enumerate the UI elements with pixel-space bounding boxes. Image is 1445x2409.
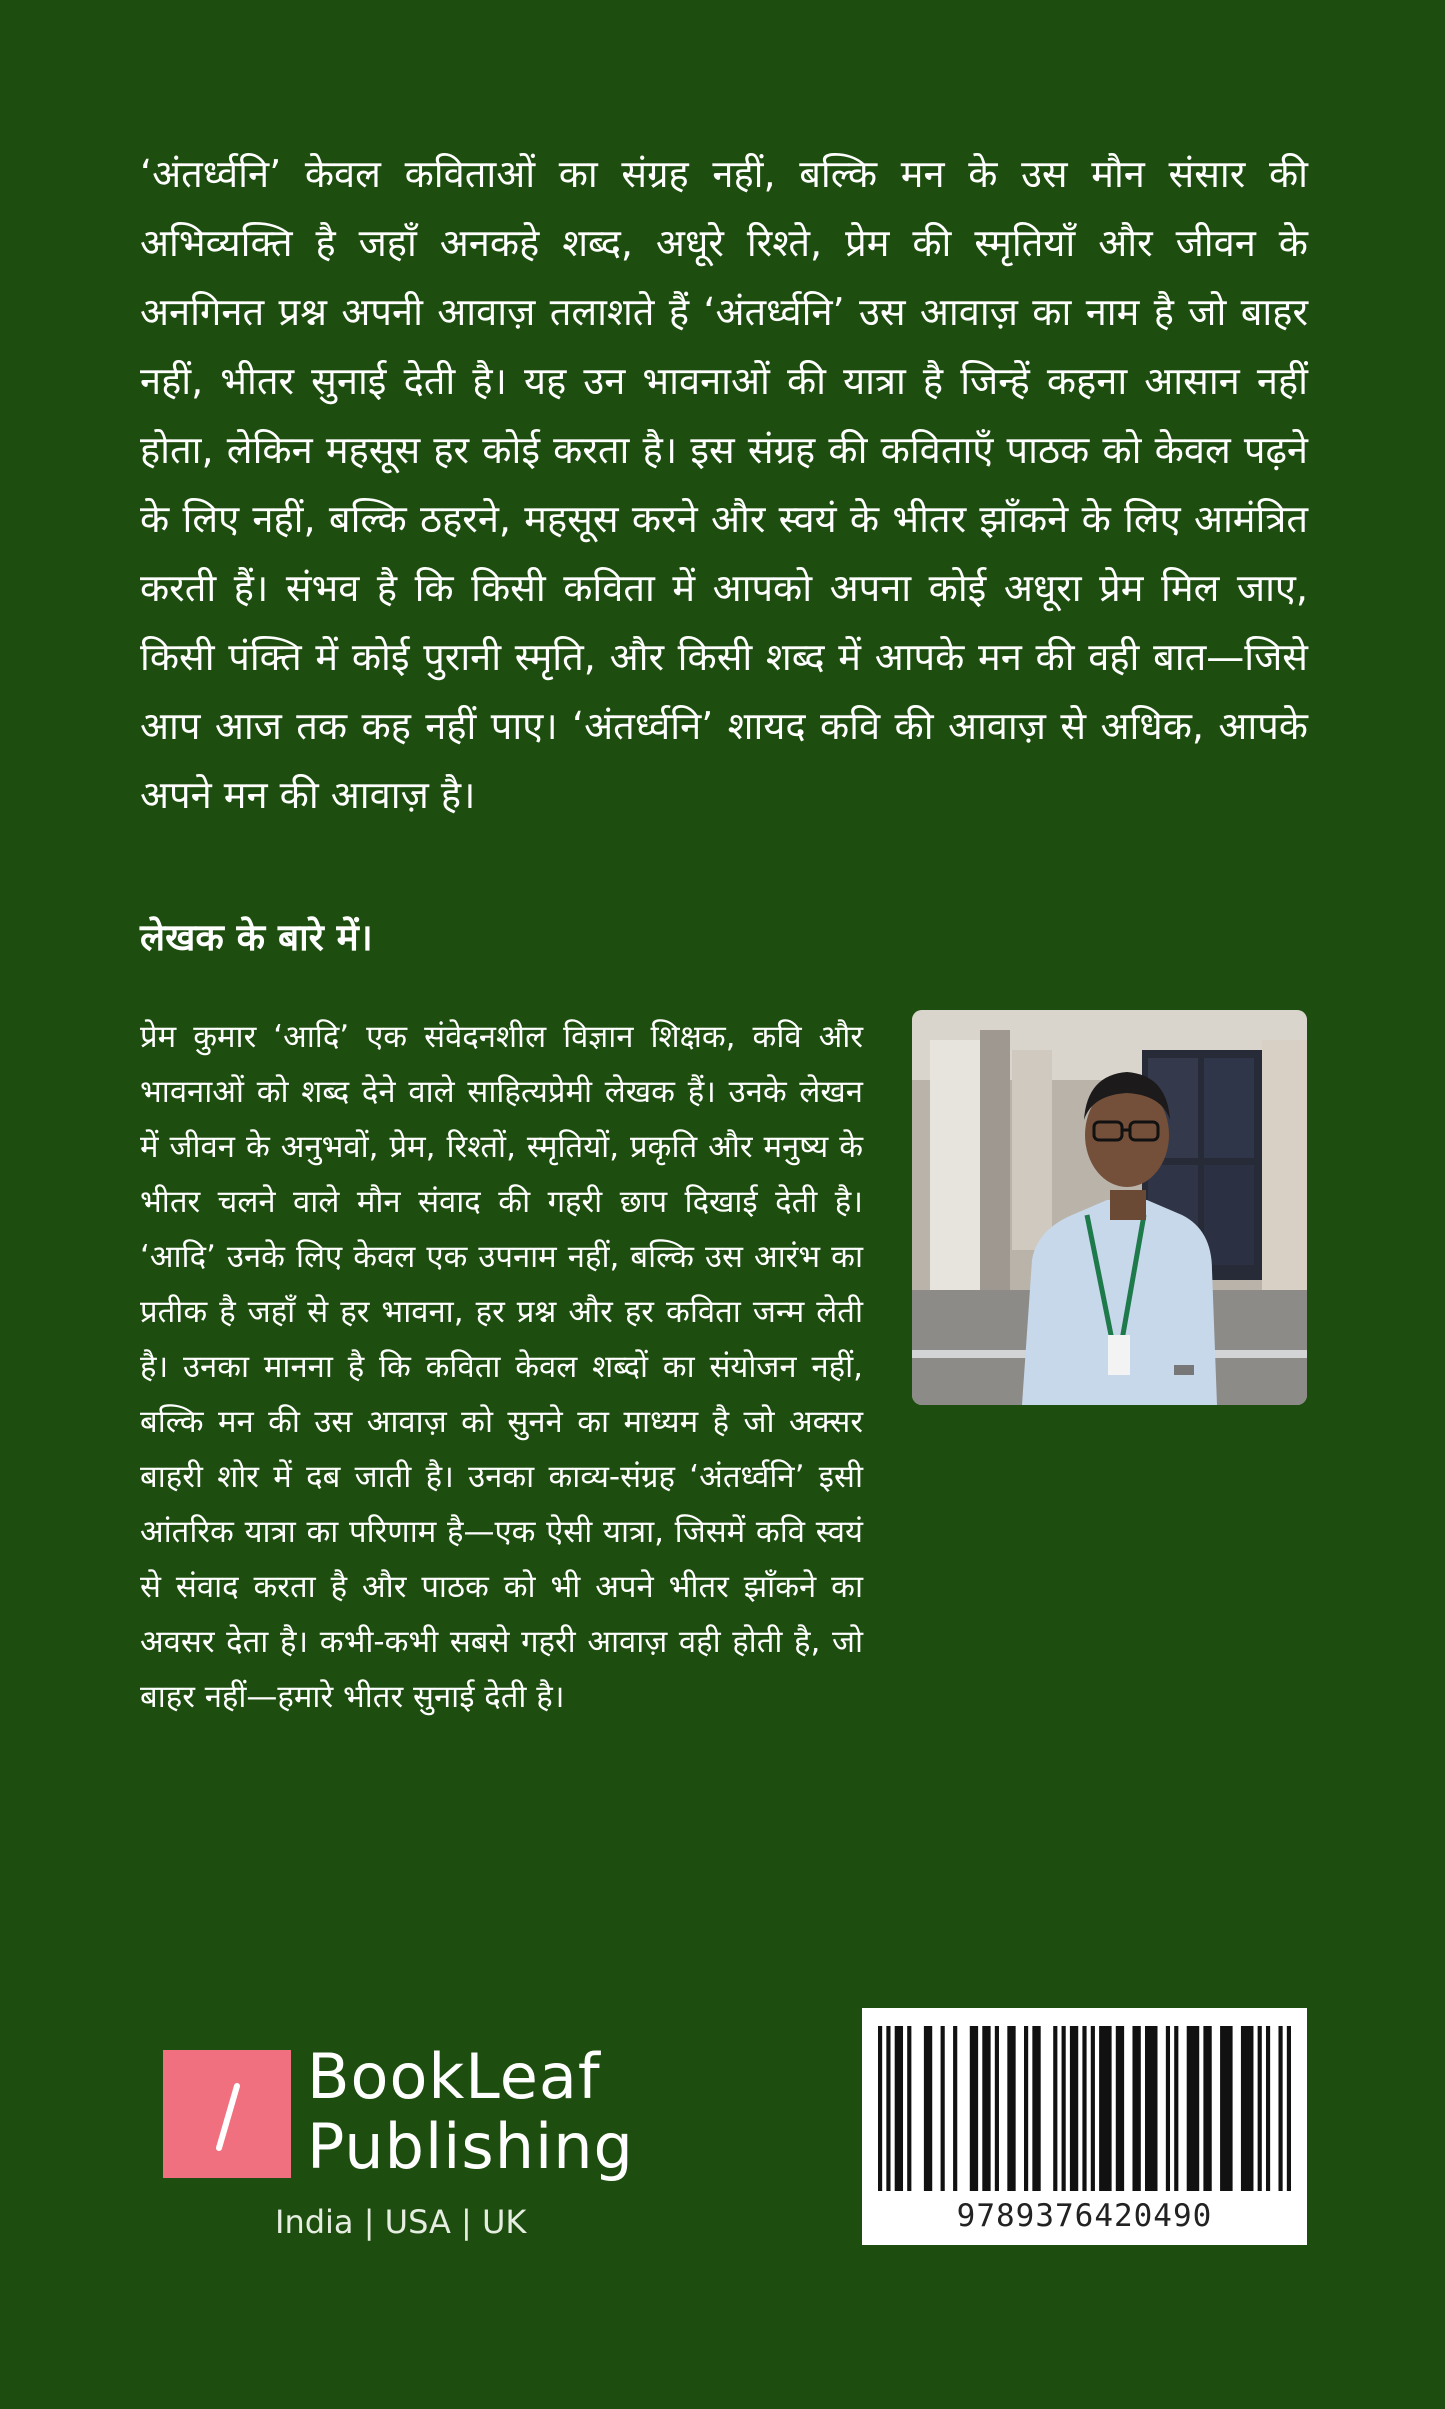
barcode-bar (886, 2026, 890, 2191)
back-cover-blurb: ‘अंतर्ध्वनि’ केवल कविताओं का संग्रह नहीं, बल्कि मन के उस मौन संसार की अभिव्यक्ति है जहाँ अनकहे शब्द, अधूरे रिश्ते, प्रेम की स्मृतियाँ और जीवन के अनगिनत प्रश्न अपनी आवाज़ तलाशते हैं ‘अंतर्ध्वनि’ उस आवाज़ का नाम है जो बाहर नहीं, भीतर सुनाई देती है। यह उन भावनाओं की यात्रा है जिन्हें कहना आसान नहीं होता, लेकिन महसूस हर कोई करता है। इस संग्रह की कविताएँ पाठक को केवल पढ़ने के लिए नहीं, बल्कि ठहरने, महसूस करने और स्वयं के भीतर झाँकने के लिए आमंत्रित करती हैं। संभव है कि किसी कविता में आपको अपना कोई अधूरा प्रेम मिल जाए, किसी पंक्ति में कोई पुरानी स्मृति, और किसी शब्द में आपके मन की वही बात—जिसे आप आज तक कह नहीं पाए। ‘अंतर्ध्वनि’ शायद कवि की आवाज़ से अधिक, आपके अपने मन की आवाज़ है। (140, 152, 1308, 817)
barcode-bar (1070, 2026, 1078, 2191)
barcode-bar (1258, 2026, 1262, 2191)
barcode-bar (1099, 2026, 1112, 2191)
barcode-bar (1082, 2026, 1086, 2191)
barcode-graphic (878, 2026, 1291, 2191)
barcode-bar (1091, 2026, 1095, 2191)
barcode-bar (1174, 2026, 1178, 2191)
barcode-bar (1203, 2026, 1211, 2191)
publisher-regions: India | USA | UK (275, 2203, 527, 2241)
barcode-bar (1241, 2026, 1254, 2191)
barcode-bar (1132, 2026, 1140, 2191)
isbn-barcode (862, 2008, 1307, 2245)
barcode-bar (941, 2026, 945, 2191)
barcode-bar (1145, 2026, 1158, 2191)
barcode-bar (995, 2026, 999, 2191)
author-bio: प्रेम कुमार ‘आदि’ एक संवेदनशील विज्ञान शिक्षक, कवि और भावनाओं को शब्द देने वाले साहित्यप्रेमी लेखक हैं। उनके लेखन में जीवन के अनुभवों, प्रेम, रिश्तों, स्मृतियों, प्रकृति और मनुष्य के भीतर चलने वाले मौन संवाद की गहरी छाप दिखाई देती है। ‘आदि’ उनके लिए केवल एक उपनाम नहीं, बल्कि उस आरंभ का प्रतीक है जहाँ से हर भावना, हर प्रश्न और हर कविता जन्म लेती है। उनका मानना है कि कविता केवल शब्दों का संयोजन नहीं, बल्कि मन की उस आवाज़ को सुनने का माध्यम है जो अक्सर बाहरी शोर में दब जाती है। उनका काव्य-संग्रह ‘अंतर्ध्वनि’ इसी आंतरिक यात्रा का परिणाम है—एक ऐसी यात्रा, जिसमें कवि स्वयं से संवाद करता है और पाठक को भी अपने भीतर झाँकने का अवसर देता है। कभी-कभी सबसे गहरी आवाज़ वही होती है, जो बाहर नहीं—हमारे भीतर सुनाई देती है। (140, 1019, 863, 1715)
author-photo (912, 1010, 1307, 1405)
barcode-bar (982, 2026, 990, 2191)
bookleaf-logo-mark (163, 2050, 291, 2178)
barcode-bar (1024, 2026, 1028, 2191)
barcode-bar (1053, 2026, 1057, 2191)
about-author-heading: लेखक के बारे में। (140, 916, 373, 959)
barcode-bar (1187, 2026, 1200, 2191)
barcode-bar (953, 2026, 957, 2191)
barcode-bar (1007, 2026, 1015, 2191)
barcode-bar (1220, 2026, 1233, 2191)
slash-icon (163, 2050, 291, 2178)
author-portrait-illustration (912, 1010, 1307, 1405)
publisher-name-line1: BookLeaf (307, 2040, 601, 2113)
barcode-bar (895, 2026, 903, 2191)
barcode-bar (924, 2026, 932, 2191)
barcode-bar (1032, 2026, 1040, 2191)
barcode-bar (1287, 2026, 1291, 2191)
barcode-bar (970, 2026, 978, 2191)
isbn-number: 9789376420490 (956, 2198, 1213, 2234)
barcode-bar (878, 2026, 882, 2191)
barcode-bar (1266, 2026, 1270, 2191)
publisher-name-line2: Publishing (307, 2110, 634, 2183)
barcode-bar (1062, 2026, 1066, 2191)
barcode-bar (1166, 2026, 1170, 2191)
barcode-bar (1278, 2026, 1282, 2191)
barcode-bar (907, 2026, 911, 2191)
barcode-bar (1116, 2026, 1124, 2191)
publisher-logo (163, 2042, 643, 2252)
